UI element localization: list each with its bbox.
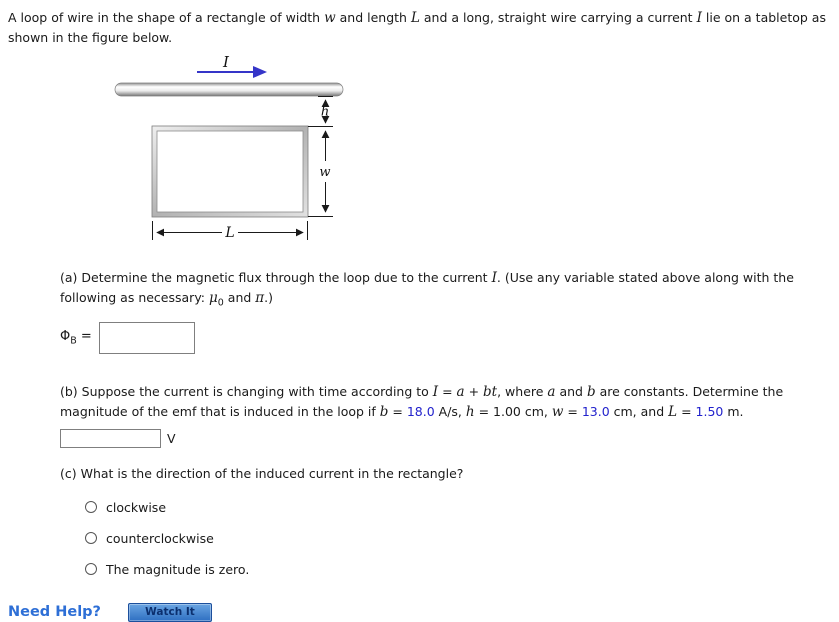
flux-answer-input[interactable]	[99, 322, 195, 354]
part-b	[60, 382, 829, 448]
problem-statement: A loop of wire in the shape of a rectangle of width w and length L and a long, straight wire carrying a current I lie on a tabletop as shown in the figure below.	[8, 10, 826, 45]
part-b-answer-row	[60, 429, 829, 448]
figure	[100, 54, 500, 250]
w-dimension-label: w	[319, 165, 331, 180]
emf-answer-input[interactable]	[60, 429, 161, 448]
radio-clockwise[interactable]	[85, 501, 97, 513]
length-dimension-label: L	[225, 225, 235, 241]
loop-rectangle-inner	[157, 131, 303, 212]
part-a	[60, 268, 829, 354]
part-a-answer-row	[60, 322, 829, 354]
option-label: The magnitude is zero.	[106, 561, 250, 577]
option-counterclockwise[interactable]	[85, 531, 829, 546]
option-clockwise[interactable]	[85, 500, 829, 515]
current-arrow-head	[253, 66, 267, 78]
flux-answer-label: $\Phi_B$ =	[60, 328, 92, 347]
h-dimension-label: h	[320, 104, 330, 120]
need-help-label: Need Help?	[8, 604, 101, 620]
watch-it-button[interactable]: Watch It	[128, 603, 212, 622]
current-label: I	[223, 54, 229, 71]
help-section	[8, 603, 829, 622]
part-c	[60, 464, 829, 577]
part-c-text: (c) What is the direction of the induced current in the rectangle?	[60, 465, 464, 481]
option-label: counterclockwise	[106, 530, 214, 546]
option-label: clockwise	[106, 499, 167, 515]
option-magnitude-zero[interactable]	[85, 562, 829, 577]
figure-canvas	[100, 54, 500, 250]
radio-magnitude-zero[interactable]	[85, 563, 97, 575]
emf-unit-label: V	[167, 430, 176, 446]
radio-counterclockwise[interactable]	[85, 532, 97, 544]
part-a-text: (a) Determine the magnetic flux through the loop due to the current I. (Use any variable stated above along with the following as necessary: $\mu_0$ and π.)	[60, 270, 794, 309]
part-b-text: (b) Suppose the current is changing with time according to I = a + bt, where a and b are constants. Determine the magnitude of the emf that is induced in the loop if b = 18.0 A/s, h = 1.00 cm, w = 13.0 cm, and L = 1.50 m.	[60, 383, 784, 420]
straight-wire	[115, 83, 343, 96]
